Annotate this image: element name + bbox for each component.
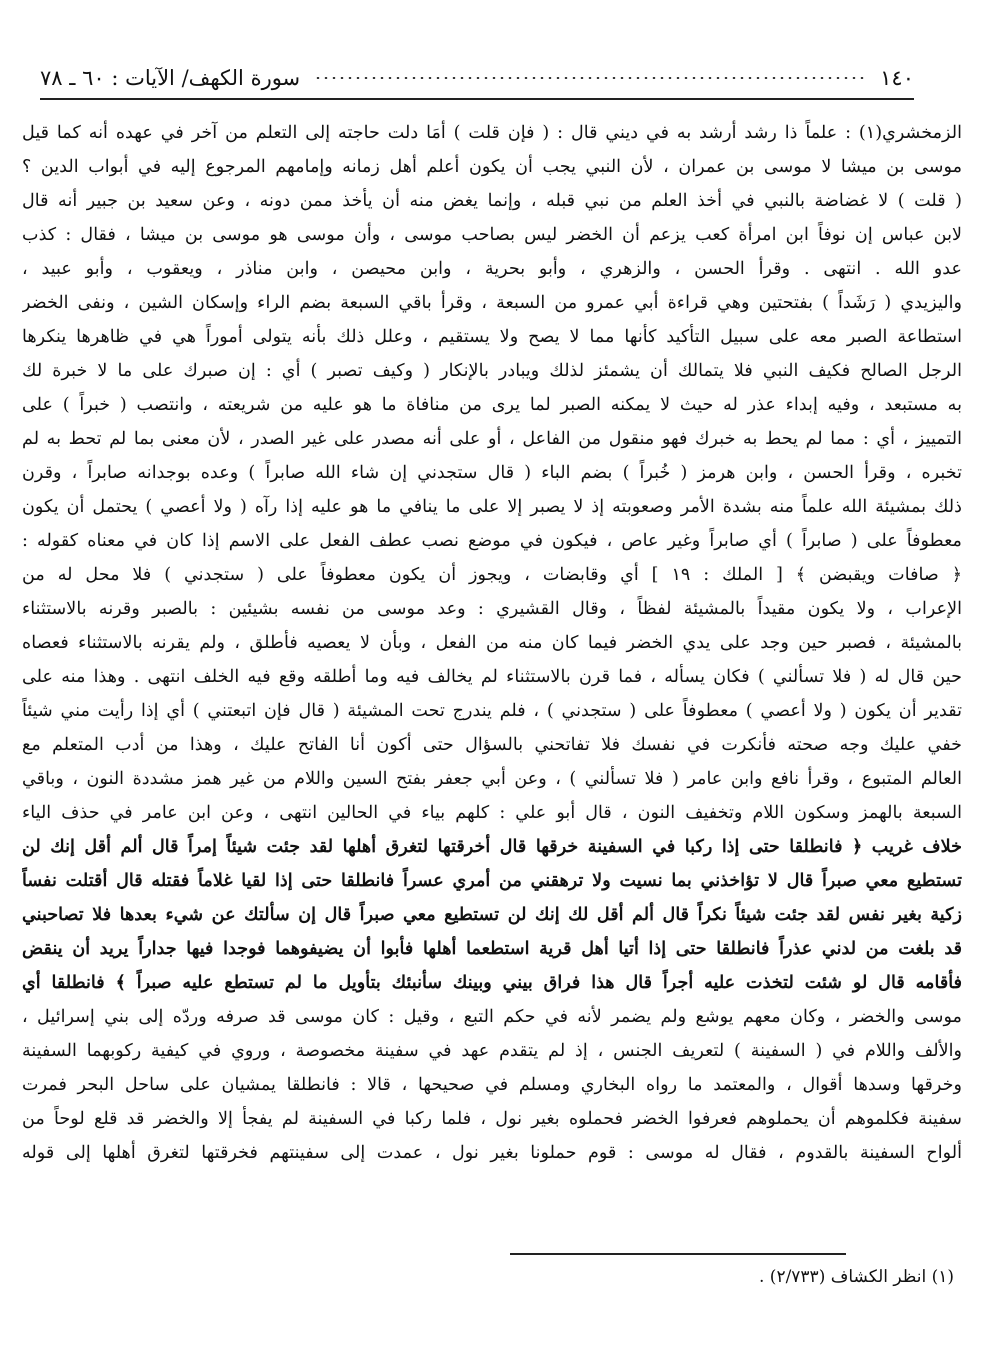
text-line: خفي عليك وجه صحته فأنكرت في نفسك فلا تفاتحني بالسؤال حتى أكون أنا الفاتح عليك ، وهذا من أدب المتعلم مع	[22, 735, 962, 755]
text-line: العالم المتبوع ، وقرأ نافع وابن عامر ( فلا تسألني ) ، وعن أبي جعفر بفتح السين واللام من غير همز مشددة النون ، وباقي	[22, 769, 962, 789]
text-line: وخرقها وسدها أقوال ، والمعتمد ما رواه البخاري ومسلم في صحيحها ، قالا : فانطلقا يمشيان على ساحل البحر فمرت	[22, 1075, 962, 1095]
text-line: والألف واللام في ( السفينة ) لتعريف الجنس ، إذ لم يتقدم عهد في سفينة مخصوصة ، وروي في كيفية ركوبهما السفينة	[22, 1041, 962, 1061]
text-line: معطوفاً على ( صابراً ) أي صابراً وغير عاص ، فيكون في موضع نصب عطف الفعل على الاسم إذا كان في معناه كقوله :	[22, 531, 962, 551]
running-header	[40, 58, 914, 100]
verse-line: خلاف غريب ﴿ فانطلقا حتى إذا ركبا في السفينة خرقها قال أخرقتها لتغرق أهلها لقد جئت شيئاً إمراً قال ألم أقل إنك لن	[22, 836, 962, 857]
text-line: تقدير أن يكون ( ولا أعصي ) معطوفاً على ( ستجدني ) ، فلم يندرج تحت المشيئة ( قال فإن اتبعتني ) أي إذا رأيت مني شيئاً	[22, 701, 962, 721]
text-line: واليزيدي ( رَشَداً ) بفتحتين وهي قراءة أبي عمرو من السبعة ، وقرأ باقي السبعة بضم الراء وإسكان الشين ، ونفى الخضر	[22, 293, 962, 313]
text-line: تخبره ، وقرأ الحسن ، وابن هرمز ( خُبراً ) بضم الباء ( قال ستجدني إن شاء الله صابراً ) وعده بوجدانه صابراً ، وقرن	[22, 463, 962, 483]
verse-line: قد بلغت من لدني عذراً فانطلقا حتى إذا أتيا أهل قرية استطعما أهلها فأبوا أن يضيفوهما فوجدا فيها جداراً يريد أن ينقض	[22, 938, 962, 959]
text-line: بالمشيئة ، فصبر حين وجد على يدي الخضر فيما كان منه من الفعل ، وبأن لا يعصيه فأطلق ، ولم يقرنه بالاستثناء فعصاه	[22, 633, 962, 653]
text-line: موسى بن ميشا لا موسى بن عمران ، لأن النبي يجب أن يكون أعلم أهل زمانه وإمامهم المرجوع إليه في أبواب الدين ؟	[22, 157, 962, 177]
text-line: به مستبعد ، وفيه إبداء عذر له حيث لا يمكنه الصبر لما يرى من منافاة ما هو عليه من شريعته ، وانتصب ( خبراً ) على	[22, 395, 962, 415]
text-line: ﴿ صافات ويقبضن ﴾ [ الملك : ١٩ ] أي وقابضات ، ويجوز أن يكون معطوفاً على ( ستجدني ) فلا محل له من	[22, 565, 962, 585]
text-line: ألواح السفينة بالقدوم ، فقال له موسى : قوم حملونا بغير نول ، عمدت إلى سفينتهم فخرقتها لتغرق أهلها إلى قوله	[22, 1143, 962, 1163]
text-line: استطاعة الصبر معه على سبيل التأكيد كأنها مما لا يصح ولا يستقيم ، وعلل ذلك بأنه يتولى أموراً هي في ظاهرها ينكرها	[22, 327, 962, 347]
verse-line: فأقامه قال لو شئت لتخذت عليه أجراً قال هذا فراق بيني وبينك سأنبئك بتأويل ما لم تستطع عليه صبراً ﴾ فانطلقا أي	[22, 972, 962, 993]
body-text	[22, 116, 962, 1170]
text-line: السبعة بالهمز وسكون اللام وتخفيف النون ، قال أبو علي : كلهم بياء في الحالين انتهى ، وعن ابن عامر في حذف الياء	[22, 803, 962, 823]
footnote-separator	[510, 1253, 846, 1255]
text-line: ( قلت ) لا غضاضة بالنبي في أخذ العلم من نبي قبله ، وإنما يغض منه أن يأخذ ممن دونه ، وعن سعيد بن جبير أنه قال	[22, 191, 962, 211]
footnote: (١) انظر الكشاف (٢/٧٣٣) .	[758, 1267, 954, 1287]
text-line: موسى والخضر ، وكان معهم يوشع ولم يضمر لأنه في حكم التبع ، وقيل : كان موسى قد صرفه وردّه إلى بني إسرائيل ،	[22, 1007, 962, 1027]
text-line: حين قال له ( فلا تسألني ) فكان يسأله ، فما قرن بالاستثناء لم يخالف فيه وما أطلقه وقع فيه الخلف انتهى . وهذا منه على	[22, 667, 962, 687]
text-line: الزمخشري(١) : علماً ذا رشد أرشد به في ديني قال : ( فإن قلت ) أمَا دلت حاجته إلى التعلم من آخر في عهده أنه كما قيل	[22, 123, 962, 143]
text-line: سفينة فكلموهم أن يحملوهم فعرفوا الخضر فحملوه بغير نول ، فلما ركبا في السفينة لم يفجأ إلا والخضر قد قلع لوحاً من	[22, 1109, 962, 1129]
text-line: الرجل الصالح فكيف النبي فلا يتمالك أن يشمئز لذلك ويبادر بالإنكار ( وكيف تصبر ) أي : إن صبرك على ما لا خبرة لك	[22, 361, 962, 381]
text-line: لابن عباس إن نوفاً ابن امرأة كعب يزعم أن الخضر ليس بصاحب موسى ، وأن موسى هو موسى بن ميشا ، فقال : كذب	[22, 225, 962, 245]
running-title: سورة الكهف/ الآيات : ٦٠ ـ ٧٨	[40, 66, 301, 90]
verse-line: تستطيع معي صبراً قال لا تؤاخذني بما نسيت ولا ترهقني من أمري عسراً فانطلقا حتى إذا لقيا غلاماً فقتله قال أقتلت نفساً	[22, 870, 962, 891]
verse-line: زكية بغير نفس لقد جئت شيئاً نكراً قال ألم أقل لك إنك لن تستطيع معي صبراً قال إن سألتك عن شيء بعدها فلا تصاحبني	[22, 904, 962, 925]
text-line: عدو الله . انتهى . وقرأ الحسن ، والزهري ، وأبو بحرية ، وابن محيصن ، وابن مناذر ، ويعقوب ، وأبو عبيد ،	[22, 259, 962, 279]
header-dot-leader	[314, 77, 866, 79]
text-line: الإعراب ، ولا يكون مقيداً بالمشيئة لفظاً ، وقال القشيري : وعد موسى من نفسه بشيئين : بالصبر وقرنه بالاستثناء	[22, 599, 962, 619]
page-number: ١٤٠	[880, 66, 914, 90]
text-line: التمييز ، أي : مما لم يحط به خبرك فهو منقول من الفاعل ، أو على أنه مصدر على غير الصدر ، لأن معنى بما لم تحط به لم	[22, 429, 962, 449]
text-line: ذلك بمشيئة الله علماً منه بشدة الأمر وصعوبته إذ لا يصبر إلا على ما ينافي ما هو عليه إذا رآه ( ولا أعصي ) يحتمل أن يكون	[22, 497, 962, 517]
